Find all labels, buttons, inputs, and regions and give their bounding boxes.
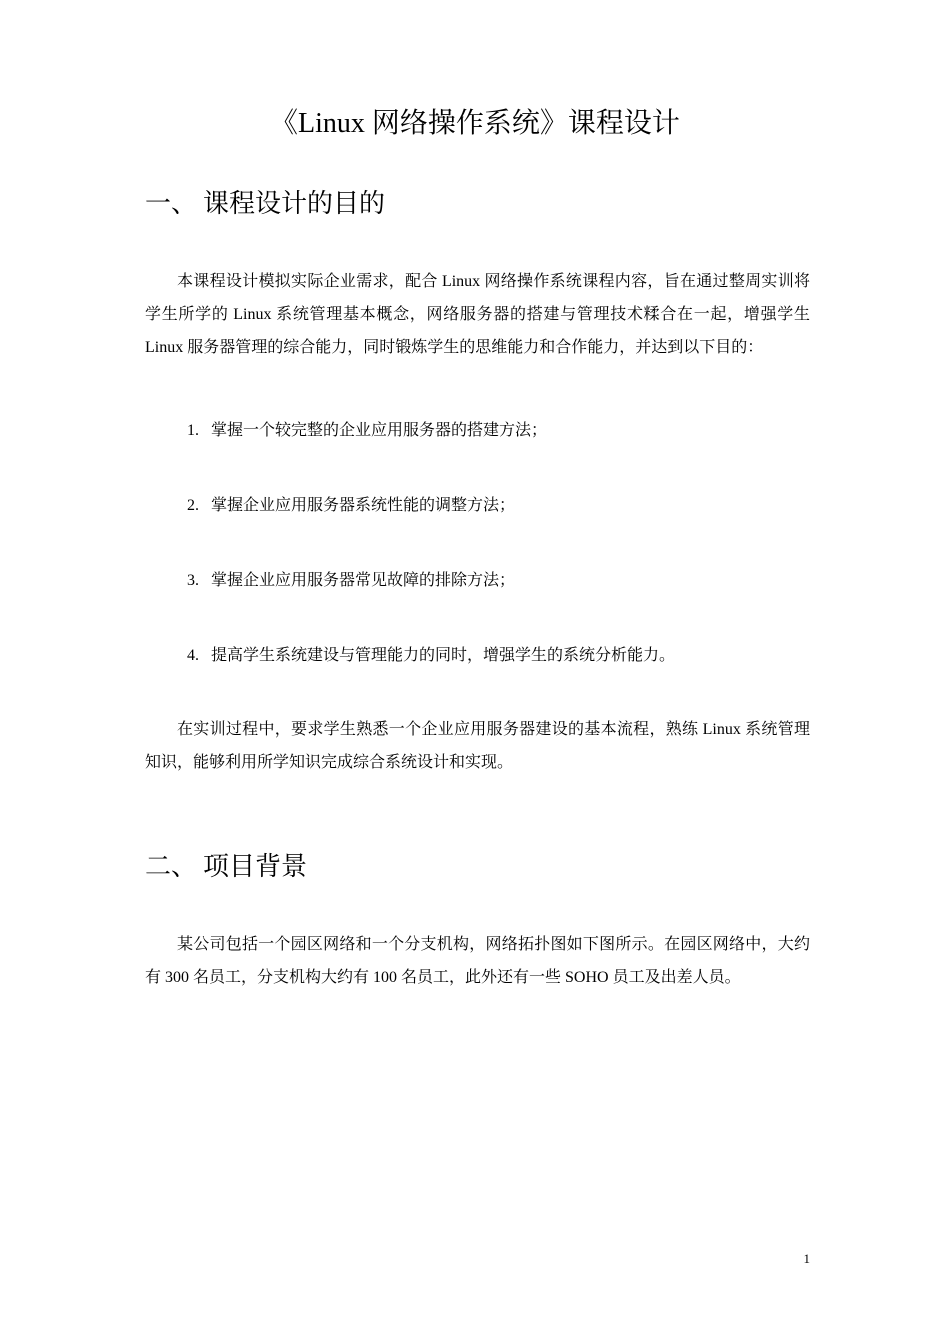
list-item	[187, 494, 515, 518]
list-marker: 3.	[187, 572, 199, 589]
list-item	[187, 644, 675, 668]
purpose-closing-paragraph: 在实训过程中，要求学生熟悉一个企业应用服务器建设的基本流程，熟练 Linux 系统管理知识，能够利用所学知识完成综合系统设计和实现。	[145, 721, 810, 771]
list-item-text: 掌握企业应用服务器系统性能的调整方法；	[211, 497, 516, 514]
list-item-text: 掌握一个较完整的企业应用服务器的搭建方法；	[211, 422, 548, 439]
list-item	[187, 569, 515, 593]
list-item-text: 提高学生系统建设与管理能力的同时，增强学生的系统分析能力。	[211, 647, 676, 664]
section-title: 项目背景	[203, 852, 308, 881]
list-marker: 2.	[187, 497, 199, 514]
list-marker: 4.	[187, 647, 199, 664]
section-title: 课程设计的目的	[203, 189, 386, 218]
section-heading-background	[145, 849, 307, 885]
section-heading-purpose	[145, 186, 385, 222]
list-item	[187, 419, 547, 443]
section-number: 二、	[145, 852, 198, 881]
section-number: 一、	[145, 189, 198, 218]
document-title: 《Linux 网络操作系统》课程设计	[270, 108, 680, 139]
purpose-intro-paragraph: 本课程设计模拟实际企业需求，配合 Linux 网络操作系统课程内容，旨在通过整周实训将学生所学的 Linux 系统管理基本概念，网络服务器的搭建与管理技术糅合在一起，增强学生 Linux 服务器管理的综合能力，同时锻炼学生的思维能力和合作能力，并达到以下目的：	[145, 273, 810, 356]
page-number: 1	[803, 1251, 810, 1266]
list-marker: 1.	[187, 422, 199, 439]
background-paragraph: 某公司包括一个园区网络和一个分支机构，网络拓扑图如下图所示。在园区网络中，大约有 300 名员工，分支机构大约有 100 名员工，此外还有一些 SOHO 员工及出差人员。	[145, 936, 810, 986]
list-item-text: 掌握企业应用服务器常见故障的排除方法；	[211, 572, 516, 589]
